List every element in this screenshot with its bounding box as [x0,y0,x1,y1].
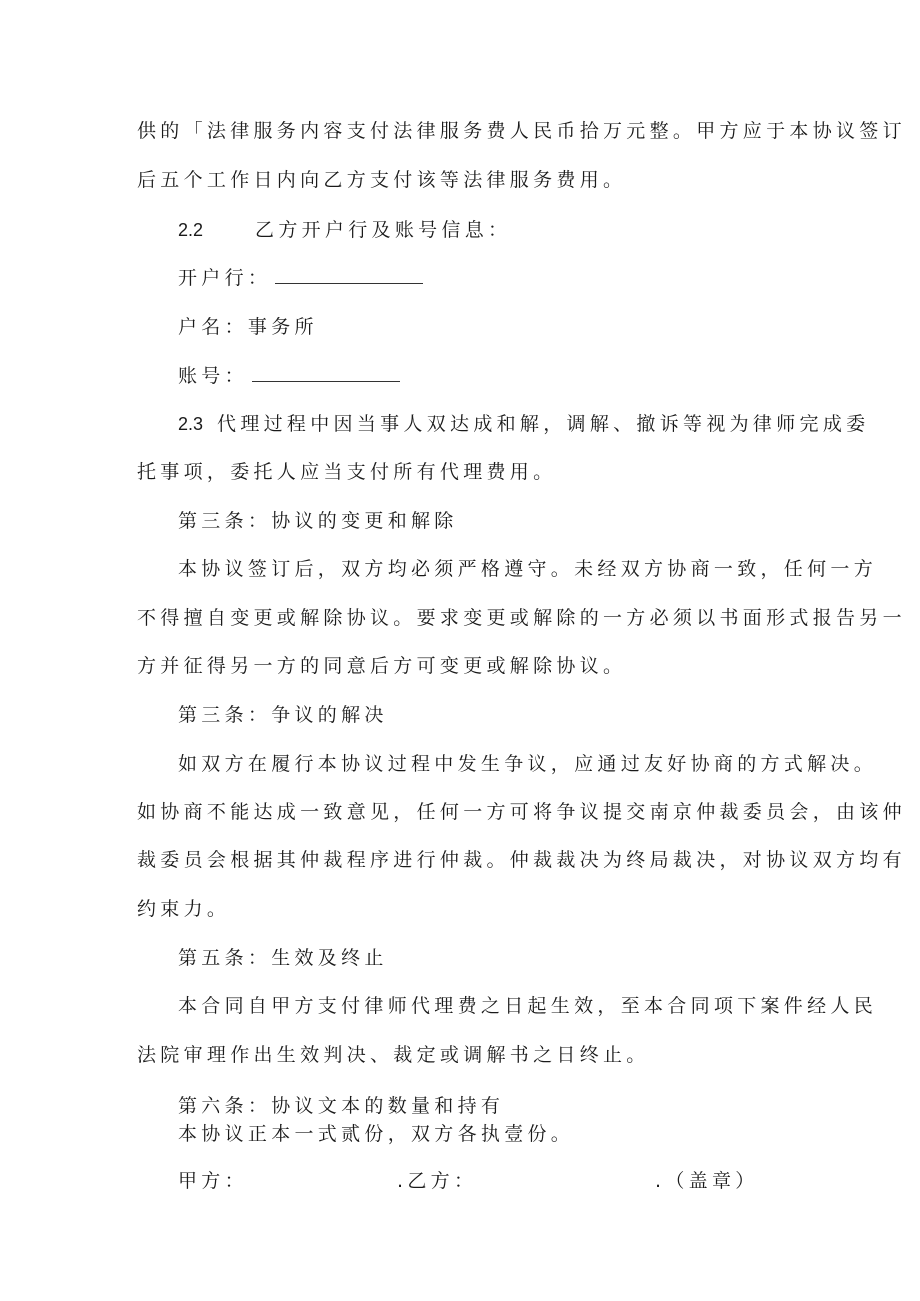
account-no-label: 账号： [178,365,248,387]
clause-text: 乙方开户行及账号信息： [255,219,512,241]
paragraph-line: 约束力。 [137,898,231,920]
party-a-label: 甲方： [178,1170,248,1192]
bank-line [178,264,423,292]
paragraph-line: 如双方在履行本协议过程中发生争议，应通过友好协商的方式解决。 [178,753,878,775]
bank-blank-field [275,269,423,284]
article-4-title: 第三条：争议的解决 [178,704,388,726]
paragraph-line: 后五个工作日内向乙方支付该等法律服务费用。 [137,169,627,191]
paragraph-line: 如协商不能达成一致意见，任何一方可将争议提交南京仲裁委员会，由该仲 [137,801,906,823]
account-no-blank-field [252,367,400,382]
account-name-line: 户名：事务所 [178,316,318,338]
paragraph-line: 本协议正本一式贰份，双方各执壹份。 [178,1123,575,1145]
bank-label: 开户行： [178,267,272,289]
article-6-title: 第六条：协议文本的数量和持有 [178,1095,505,1117]
paragraph-line: 方并征得另一方的同意后方可变更或解除协议。 [137,655,627,677]
account-no-line [178,362,400,390]
clause-2-2 [178,216,511,244]
clause-number: 2.3 [178,414,204,434]
paragraph-line: 不得擅自变更或解除协议。要求变更或解除的一方必须以书面形式报告另一 [137,607,906,629]
paragraph-line: 法院审理作出生效判决、裁定或调解书之日终止。 [137,1044,650,1066]
paragraph-line: 裁委员会根据其仲裁程序进行仲裁。仲裁裁决为终局裁决，对协议双方均有 [137,849,906,871]
clause-number: 2.2 [178,220,204,240]
article-3-title: 第三条：协议的变更和解除 [178,510,458,532]
clause-text: 代理过程中因当事人双达成和解，调解、撤诉等视为律师完成委 [217,413,870,435]
clause-2-3 [178,410,869,438]
paragraph-line: 供的「法律服务内容支付法律服务费人民币拾万元整。甲方应于本协议签订 [137,120,906,142]
paragraph-line: 托事项，委托人应当支付所有代理费用。 [137,461,557,483]
paragraph-line: 本协议签订后，双方均必须严格遵守。未经双方协商一致，任何一方 [178,558,878,580]
article-5-title: 第五条：生效及终止 [178,947,388,969]
party-b-label: .乙方： [397,1170,478,1192]
paragraph-line: 本合同自甲方支付律师代理费之日起生效，至本合同项下案件经人民 [178,995,878,1017]
seal-label: .（盖章） [655,1170,759,1192]
